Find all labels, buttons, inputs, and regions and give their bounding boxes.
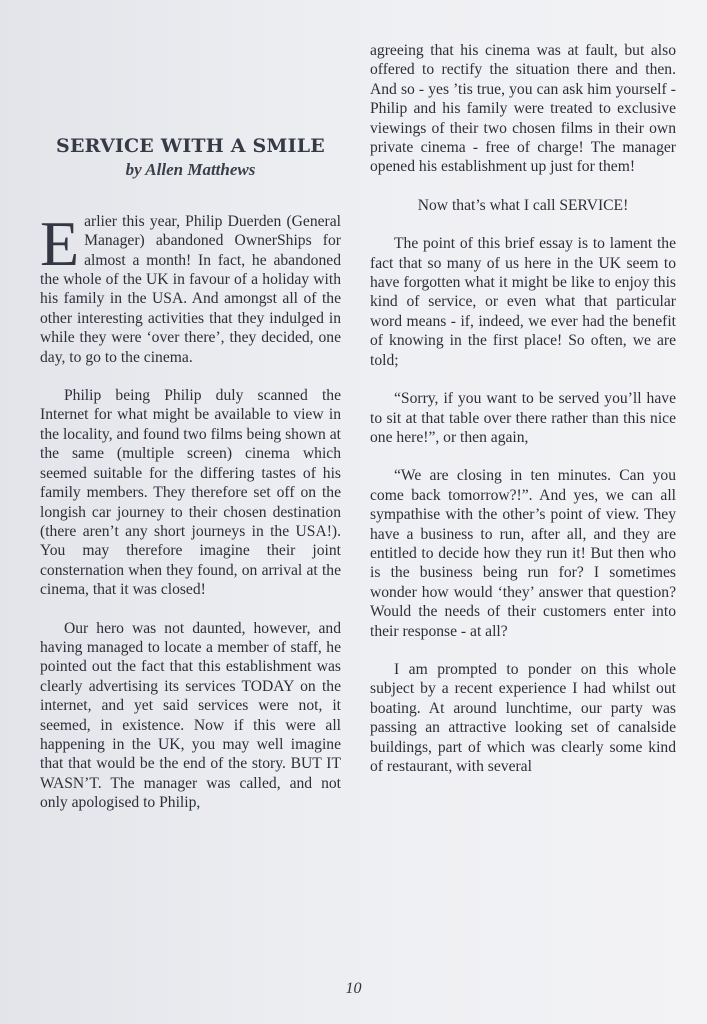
paragraph-2: Philip being Philip duly scanned the Internet for what might be available to view in the locality, and found two films being shown at the same (multiple screen) cinema which seemed suitable for the differing tastes of his family members. They therefore set off on the longish car journey to their chosen destination (there aren’t any short journeys in the USA!). You may therefore imagine their joint consternation when they found, on arrival at the cinema, that it was closed!	[40, 387, 341, 599]
title-block	[40, 137, 341, 180]
drop-cap: E	[40, 207, 80, 279]
paragraph-1	[40, 207, 341, 367]
left-column	[40, 0, 341, 813]
paragraph-3: Our hero was not daunted, however, and having managed to locate a member of staff, he pointed out the fact that this establishment was clearly advertising its services TODAY on the internet, and yet said services were not, it seemed, in existence. Now if this were all happening in the UK, you may well imagine that that would be the end of the story. BUT IT WASN’T. The manager was called, and not only apologised to Philip,	[40, 619, 341, 812]
paragraph-4: agreeing that his cinema was at fault, but also offered to rectify the situation there and then. And so - yes ’tis true, you can ask him yourself - Philip and his family were treated to exclusive viewings of their two chosen films in their own private cinema - free of charge! The manager opened his establishment up just for them!	[370, 42, 676, 176]
paragraph-9: I am prompted to ponder on this whole subject by a recent experience I had whilst out boating. At around lunchtime, our party was passing an attractive looking set of canalside buildings, part of which was clearly some kind of restaurant, with several	[370, 660, 676, 775]
paragraph-6: The point of this brief essay is to lament the fact that so many of us here in the UK seem to have forgotten what it might be like to enjoy this kind of service, or even what that particular word means - if, indeed, we ever had the benefit of knowing in the first place! So often, we are told;	[370, 235, 676, 369]
right-column	[370, 0, 676, 776]
article-byline: by Allen Matthews	[125, 160, 256, 180]
article-title: SERVICE WITH A SMILE	[56, 135, 325, 157]
page-number: 10	[345, 980, 362, 997]
paragraph-8: “We are closing in ten minutes. Can you come back tomorrow?!”. And yes, we can all sympathise with the other’s point of view. They have a business to run, after all, and they are entitled to decide how they run it! But then who is the business being run for? I sometimes wonder how would ‘they’ answer that question? Would the needs of their customers enter into their response - at all?	[370, 467, 676, 640]
paragraph-1-text: arlier this year, Philip Duerden (General Manager) abandoned OwnerShips for almost a month! In fact, he abandoned the whole of the UK in favour of a holiday with his family in the USA. And amongst all of the other interesting activities that they indulged in while they were ‘over there’, they decided, one day, to go to the cinema.	[40, 212, 341, 366]
paragraph-7: “Sorry, if you want to be served you’ll have to sit at that table over there rather than this nice one here!”, or then again,	[370, 390, 676, 446]
paragraph-5: Now that’s what I call SERVICE!	[417, 196, 629, 214]
